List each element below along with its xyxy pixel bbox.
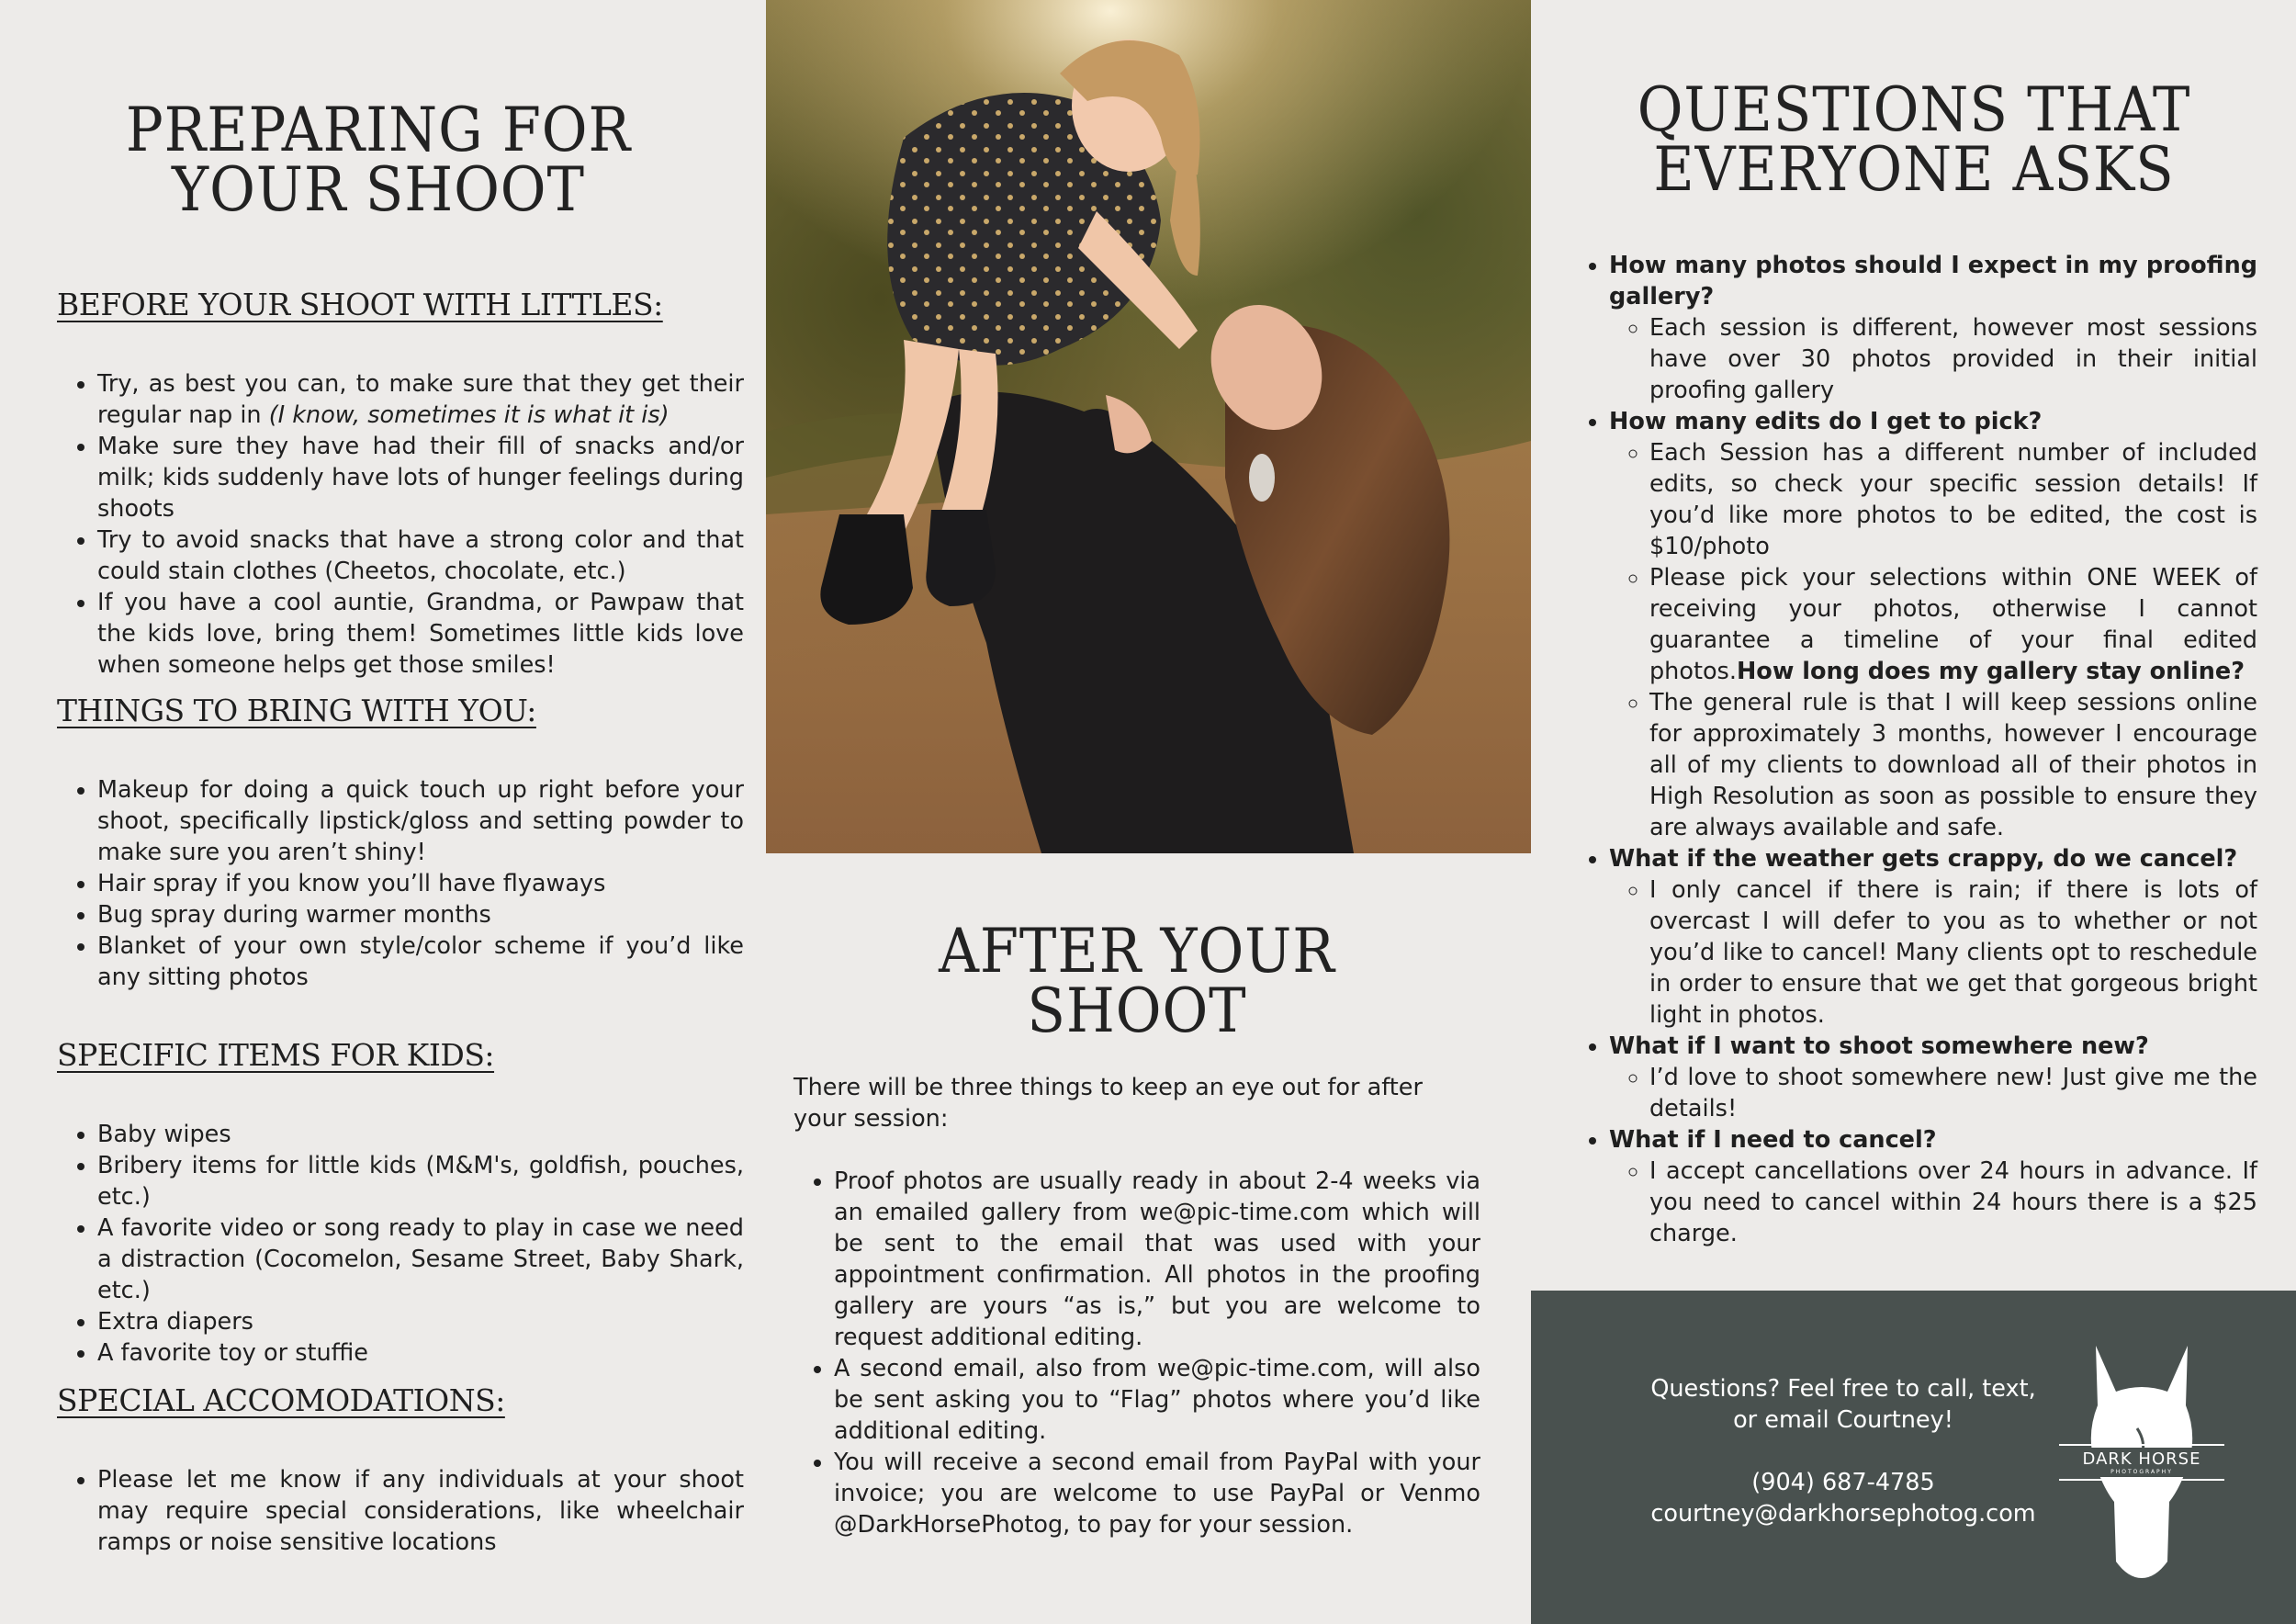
bullet-list [57, 368, 744, 681]
list-item: • You will receive a second email from PayPal with your invoice; you are welcome to use PayPal or Venmo @DarkHorsePhotog, to pay for your session. [834, 1447, 1480, 1540]
section-items-for-kids [57, 1037, 744, 1369]
list-item: • If you have a cool auntie, Grandma, or Pawpaw that the kids love, bring them! Sometimes little kids love when someone helps get those smiles! [97, 587, 744, 681]
list-item: • Bug spray during warmer months [97, 899, 744, 930]
faq-answer: ◦ Each Session has a different number of included edits, so check your specific session details! If you’d like more photos to be edited, the cost is $10/photo [1649, 437, 2257, 562]
logo-subtext: PHOTOGRAPHY [2110, 1469, 2173, 1475]
photo-illustration [766, 0, 1531, 853]
family-photo [766, 0, 1531, 853]
title-line-1: PREPARING FOR [125, 95, 632, 165]
title-line-1: AFTER YOUR [939, 916, 1335, 987]
list-item: • Please let me know if any individuals at your shoot may require special considerations, like wheelchair ramps or noise sensitive locations [97, 1464, 744, 1558]
faq-question: What if I need to cancel? [1609, 1126, 1937, 1155]
section-heading: BEFORE YOUR SHOOT WITH LITTLES: [57, 287, 663, 322]
email-address[interactable]: courtney@darkhorsephotog.com [1650, 1500, 2036, 1528]
dark-horse-logo [2059, 1341, 2224, 1580]
list-item: • A second email, also from we@pic-time.com, will also be sent asking you to “Flag” photos where you’d like additional editing. [834, 1353, 1480, 1447]
faq-question: How many photos should I expect in my proofing gallery? [1609, 252, 2257, 311]
pic-time-email: we@pic-time.com [1139, 1199, 1350, 1227]
faq-question: What if I want to shoot somewhere new? [1609, 1032, 2149, 1061]
phone-number[interactable]: (904) 687-4785 [1751, 1469, 1935, 1496]
bullet-list [57, 1464, 744, 1558]
list-item: • Proof photos are usually ready in about 2-4 weeks via an emailed gallery from we@pic-time.com which will be sent to the email that was used with your appointment confirmation. All photos in the proofing gallery are yours “as is,” but you are welcome to request additional editing. [834, 1166, 1480, 1353]
contact-footer [1531, 1291, 2296, 1624]
list-item: • Try to avoid snacks that have a strong color and that could stain clothes (Cheetos, chocolate, etc.) [97, 524, 744, 587]
faq-item [1609, 1031, 2257, 1124]
right-column [1570, 74, 2257, 1249]
list-item: • Try, as best you can, to make sure that they get their regular nap in (I know, sometimes it is what it is) [97, 368, 744, 431]
bullet-list [57, 774, 744, 993]
faq-item [1609, 843, 2257, 1031]
faq-answer: ◦ I accept cancellations over 24 hours in advance. If you need to cancel within 24 hours there is a $25 charge. [1649, 1156, 2257, 1249]
faq-list [1570, 250, 2257, 1249]
faq-question: How many edits do I get to pick? [1609, 408, 2043, 436]
bullet-list [793, 1166, 1480, 1540]
faq-item [1609, 250, 2257, 406]
faq-item [1609, 1124, 2257, 1249]
contact-line-2: or email Courtney! [1733, 1406, 1953, 1434]
after-shoot-intro: There will be three things to keep an eye out for after your session: [793, 1074, 1423, 1133]
contact-line-1: Questions? Feel free to call, text, [1650, 1375, 2036, 1403]
list-item: • Blanket of your own style/color scheme if you’d like any sitting photos [97, 930, 744, 993]
preparing-title [83, 95, 674, 225]
section-heading: SPECIAL ACCOMODATIONS: [57, 1382, 505, 1418]
faq-answer: ◦ The general rule is that I will keep sessions online for approximately 3 months, however I encourage all of my clients to download all of their photos in High Resolution as soon as possible to ensure they are always available and safe. [1649, 687, 2257, 843]
section-heading: SPECIFIC ITEMS FOR KIDS: [57, 1037, 495, 1073]
section-things-to-bring [57, 693, 744, 993]
faq-answer: ◦ I’d love to shoot somewhere new! Just give me the details! [1649, 1062, 2257, 1124]
logo-text: DARK HORSE [2082, 1449, 2201, 1469]
faq-question: What if the weather gets crappy, do we cancel? [1609, 845, 2238, 874]
contact-block [1568, 1373, 2119, 1529]
section-before-shoot [57, 287, 744, 681]
section-heading: THINGS TO BRING WITH YOU: [57, 693, 536, 728]
list-item: • A favorite toy or stuffie [97, 1337, 744, 1369]
faq-answer: ◦ Please pick your selections within ONE WEEK of receiving your photos, otherwise I cannot guarantee a timeline of your final edited photos.How long does my gallery stay online? [1649, 562, 2257, 687]
title-line-2: YOUR SHOOT [172, 153, 585, 225]
questions-title [1598, 74, 2230, 205]
title-line-2: EVERYONE ASKS [1653, 133, 2175, 205]
after-shoot-title [821, 916, 1453, 1046]
list-item: • Hair spray if you know you’ll have flyaways [97, 868, 744, 899]
list-item: • Baby wipes [97, 1119, 744, 1150]
faq-item [1609, 406, 2257, 843]
left-column [57, 95, 744, 225]
bullet-list [57, 1119, 744, 1369]
list-item: • Bribery items for little kids (M&M's, goldfish, pouches, etc.) [97, 1150, 744, 1212]
faq-answer: ◦ I only cancel if there is rain; if there is lots of overcast I will defer to you as to whether or not you’d like to cancel! Many clients opt to reschedule in order to ensure that we get that gorgeous bright light in photos. [1649, 874, 2257, 1031]
middle-column [793, 916, 1480, 1540]
list-item: • Make sure they have had their fill of snacks and/or milk; kids suddenly have lots of hunger feelings during shoots [97, 431, 744, 524]
faq-answer: ◦ Each session is different, however most sessions have over 30 photos provided in their initial proofing gallery [1649, 312, 2257, 406]
section-special-accomodations [57, 1382, 744, 1558]
list-item: • Makeup for doing a quick touch up right before your shoot, specifically lipstick/gloss and setting powder to make sure you aren’t shiny! [97, 774, 744, 868]
title-line-1: QUESTIONS THAT [1637, 74, 2191, 145]
list-item: • A favorite video or song ready to play in case we need a distraction (Cocomelon, Sesame Street, Baby Shark, etc.) [97, 1212, 744, 1306]
title-line-2: SHOOT [1027, 975, 1247, 1046]
list-item: • Extra diapers [97, 1306, 744, 1337]
